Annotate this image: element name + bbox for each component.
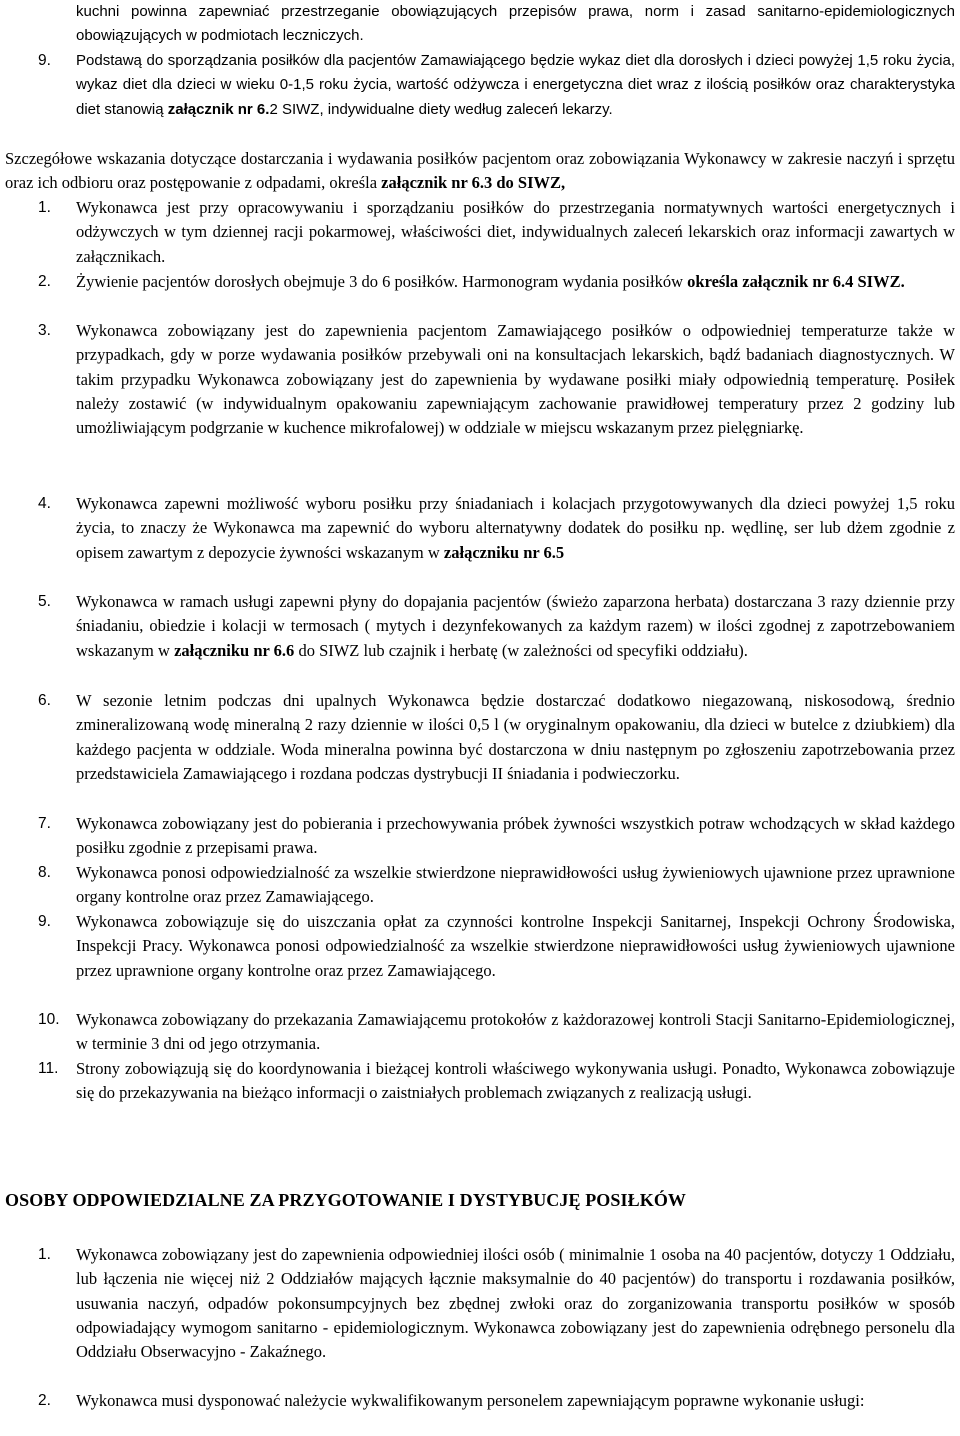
list-item-text: Wykonawca zobowiązany jest do zapewnienia pacjentom Zamawiającego posiłków o odpowiedniej temperaturze także w przypadkach, gdy w porze wydawania posiłków przebywali oni na konsultacjach lekarskich, bądź badaniach diagnostycznych. W takim przypadku Wykonawca zobowiązany jest do zapewnienia by wydawane posiłki miały odpowiednią temperaturę. Posiłek należy zostawić (w indywidualnym opakowaniu zapewniającym zachowanie prawidłowej temperatury przez 2 godziny lub umożliwiającym podgrzanie w kuchence mikrofalowej) w oddziale w miejscu wskazanym przez pielęgniarkę. [76,321,955,438]
attachment-reference: załączniku nr 6.5 [443,542,565,562]
attachment-reference: załączniku nr 6.6 [174,640,295,660]
list-item-text: Wykonawca zapewni możliwość wyboru posiłku przy śniadaniach i kolacjach przygotowywanych dla dzieci powyżej 1,5 roku życia, to znaczy że Wykonawca ma zapewnić do wyboru alternatywny dodatek do posiłku np. wędlinę, ser lub dżem zgodnie z opisem zawartym z depozycie żywności wskazanym w załączniku nr 6.5 [76,494,955,562]
list-number: 6. [38,692,51,709]
continuation-text: kuchni powinna zapewniać przestrzeganie obowiązujących przepisów prawa, norm i zasad sanitarno-epidemiologicznych obowiązujących w podmiotach leczniczych. [76,3,955,45]
list-item-10 [38,1008,955,1057]
attachment-reference: określa załącznik nr 6.4 SIWZ. [687,272,905,291]
list-item-4 [38,492,955,565]
list-item-3 [38,319,955,440]
list-item-text: Wykonawca zobowiązany do przekazania Zamawiającemu protokołów z każdorazowej kontroli Stacji Sanitarno-Epidemiologicznej, w terminie 3 dni od jego otrzymania. [76,1010,955,1054]
list-number: 4. [38,495,51,512]
list-number: 8. [38,864,51,881]
section2-list-item-1 [38,1243,955,1364]
continuation-paragraph [76,0,955,49]
section-heading: OSOBY ODPOWIEDZIALNE ZA PRZYGOTOWANIE I DYSTYBUCJĘ POSIŁKÓW [5,1190,687,1210]
list-item-text: Wykonawca zobowiązuje się do uiszczania opłat za czynności kontrolne Inspekcji Sanitarnej, Inspekcji Ochrony Środowiska, Inspekcji Pracy. Wykonawca ponosi odpowiedzialność za wszelkie stwierdzone nieprawidłowości usług żywieniowych ujawnione przez uprawnione organy kontrolne oraz przez Zamawiającego. [76,912,955,980]
list-item-text: Żywienie pacjentów dorosłych obejmuje 3 do 6 posiłków. Harmonogram wydania posiłków określa załącznik nr 6.4 SIWZ. [76,272,905,291]
intro-text: Szczegółowe wskazania dotyczące dostarczania i wydawania posiłków pacjentom oraz zobowiązania Wykonawcy w zakresie naczyń i sprzętu oraz ich odbioru oraz postępowanie z odpadami, określa załącznik nr 6.3 do SIWZ, [5,149,955,193]
list-item-9-diets [38,49,955,122]
list-item-text: Wykonawca zobowiązany jest do zapewnienia odpowiedniej ilości osób ( minimalnie 1 osoba na 40 pacjentów, dotyczy 1 Oddziału, lub łączenia nie więcej niż 2 Oddziałów mających łącznie maksymalnie do 40 pacjentów) do transportu i rozdawania posiłków, usuwania naczyń, odpadów pokonsumpcyjnych bez zbędnej zwłoki oraz do zorganizowania transportu posiłków w sposób odpowiadający wymogom sanitarno - epidemiologicznym. Wykonawca zobowiązany jest do zapewnienia odrębnego personelu dla Oddziału Obserwacyjno - Zakaźnego. [76,1245,955,1362]
attachment-reference: załącznik nr 6. [167,100,270,118]
list-item-6 [38,689,955,786]
section2-list-item-2 [38,1389,955,1413]
list-item-text: Wykonawca zobowiązany jest do pobierania i przechowywania próbek żywności wszystkich potraw wchodzących w skład każdego posiłku zgodnie z przepisami prawa. [76,814,955,858]
list-item-text: Wykonawca w ramach usługi zapewni płyny do dopajania pacjentów (świeżo zaparzona herbata) dostarczana 3 razy dziennie przy śniadaniu, obiedzie i kolacji w termosach ( mytych i dezynfekowanych za każdym razem) w ilości zgodnej z zapotrzebowaniem wskazanym w załączniku nr 6.6 do SIWZ lub czajnik i herbatę (w zależności od specyfiki oddziału). [76,592,955,660]
list-item-text: Wykonawca musi dysponować należycie wykwalifikowanym personelem zapewniającym poprawne wykonanie usługi: [76,1391,865,1410]
list-number: 3. [38,322,51,339]
list-number: 1. [38,1246,51,1263]
list-number: 2. [38,273,51,290]
list-item-text: Wykonawca ponosi odpowiedzialność za wszelkie stwierdzone nieprawidłowości usług żywieniowych ujawnione przez uprawnione organy kontrolne oraz przez Zamawiającego. [76,863,955,907]
list-item-9 [38,910,955,983]
list-item-11 [38,1057,955,1106]
list-number: 5. [38,593,51,610]
list-item-text: W sezonie letnim podczas dni upalnych Wykonawca będzie dostarczać dodatkowo niegazowaną, niskosodową, średnio zmineralizowaną wodę mineralną 2 razy dziennie w ilości 0,5 l (w oryginalnym opakowaniu, dla dzieci w butelce z dziubkiem) dla każdego pacjenta w oddziale. Woda mineralna powinna być dostarczona w dniu następnym po zgłoszeniu zapotrzebowania przez przedstawiciela Zamawiającego i rozdana podczas dystrybucji II śniadania i podwieczorku. [76,691,955,783]
attachment-reference: załącznik nr 6.3 do SIWZ, [381,173,566,193]
list-number: 1. [38,199,51,216]
list-number: 9. [38,913,51,930]
list-item-5 [38,590,955,663]
list-item-8 [38,861,955,910]
list-item-text: Podstawą do sporządzania posiłków dla pacjentów Zamawiającego będzie wykaz diet dla dorosłych i dzieci powyżej 1,5 roku życia, wykaz diet dla dzieci w wieku 0-1,5 roku życia, wartość odżywcza i energetyczna diet wraz z ilością posiłków oraz charakterystyka diet stanowią załącznik nr 6.2 SIWZ, indywidualne diety według zaleceń lekarzy. [76,52,955,118]
list-number: 7. [38,815,51,832]
intro-paragraph [5,147,955,196]
list-number: 2. [38,1392,51,1409]
list-item-1 [38,196,955,269]
list-item-text: Wykonawca jest przy opracowywaniu i sporządzaniu posiłków do przestrzegania normatywnych wartości energetycznych i odżywczych w tym dziennej racji pokarmowej, właściwości diet, indywidualnych zaleceń lekarskich oraz informacji zawartych w załącznikach. [76,198,955,266]
list-number: 10. [38,1011,60,1028]
list-item-2 [38,270,955,294]
list-number: 11. [38,1060,59,1077]
list-number: 9. [38,52,51,69]
list-item-7 [38,812,955,861]
list-item-text: Strony zobowiązują się do koordynowania i bieżącej kontroli właściwego wykonywania usługi. Ponadto, Wykonawca zobowiązuje się do przekazywania na bieżąco informacji o zaistniałych problemach związanych z realizacją usługi. [76,1059,955,1103]
